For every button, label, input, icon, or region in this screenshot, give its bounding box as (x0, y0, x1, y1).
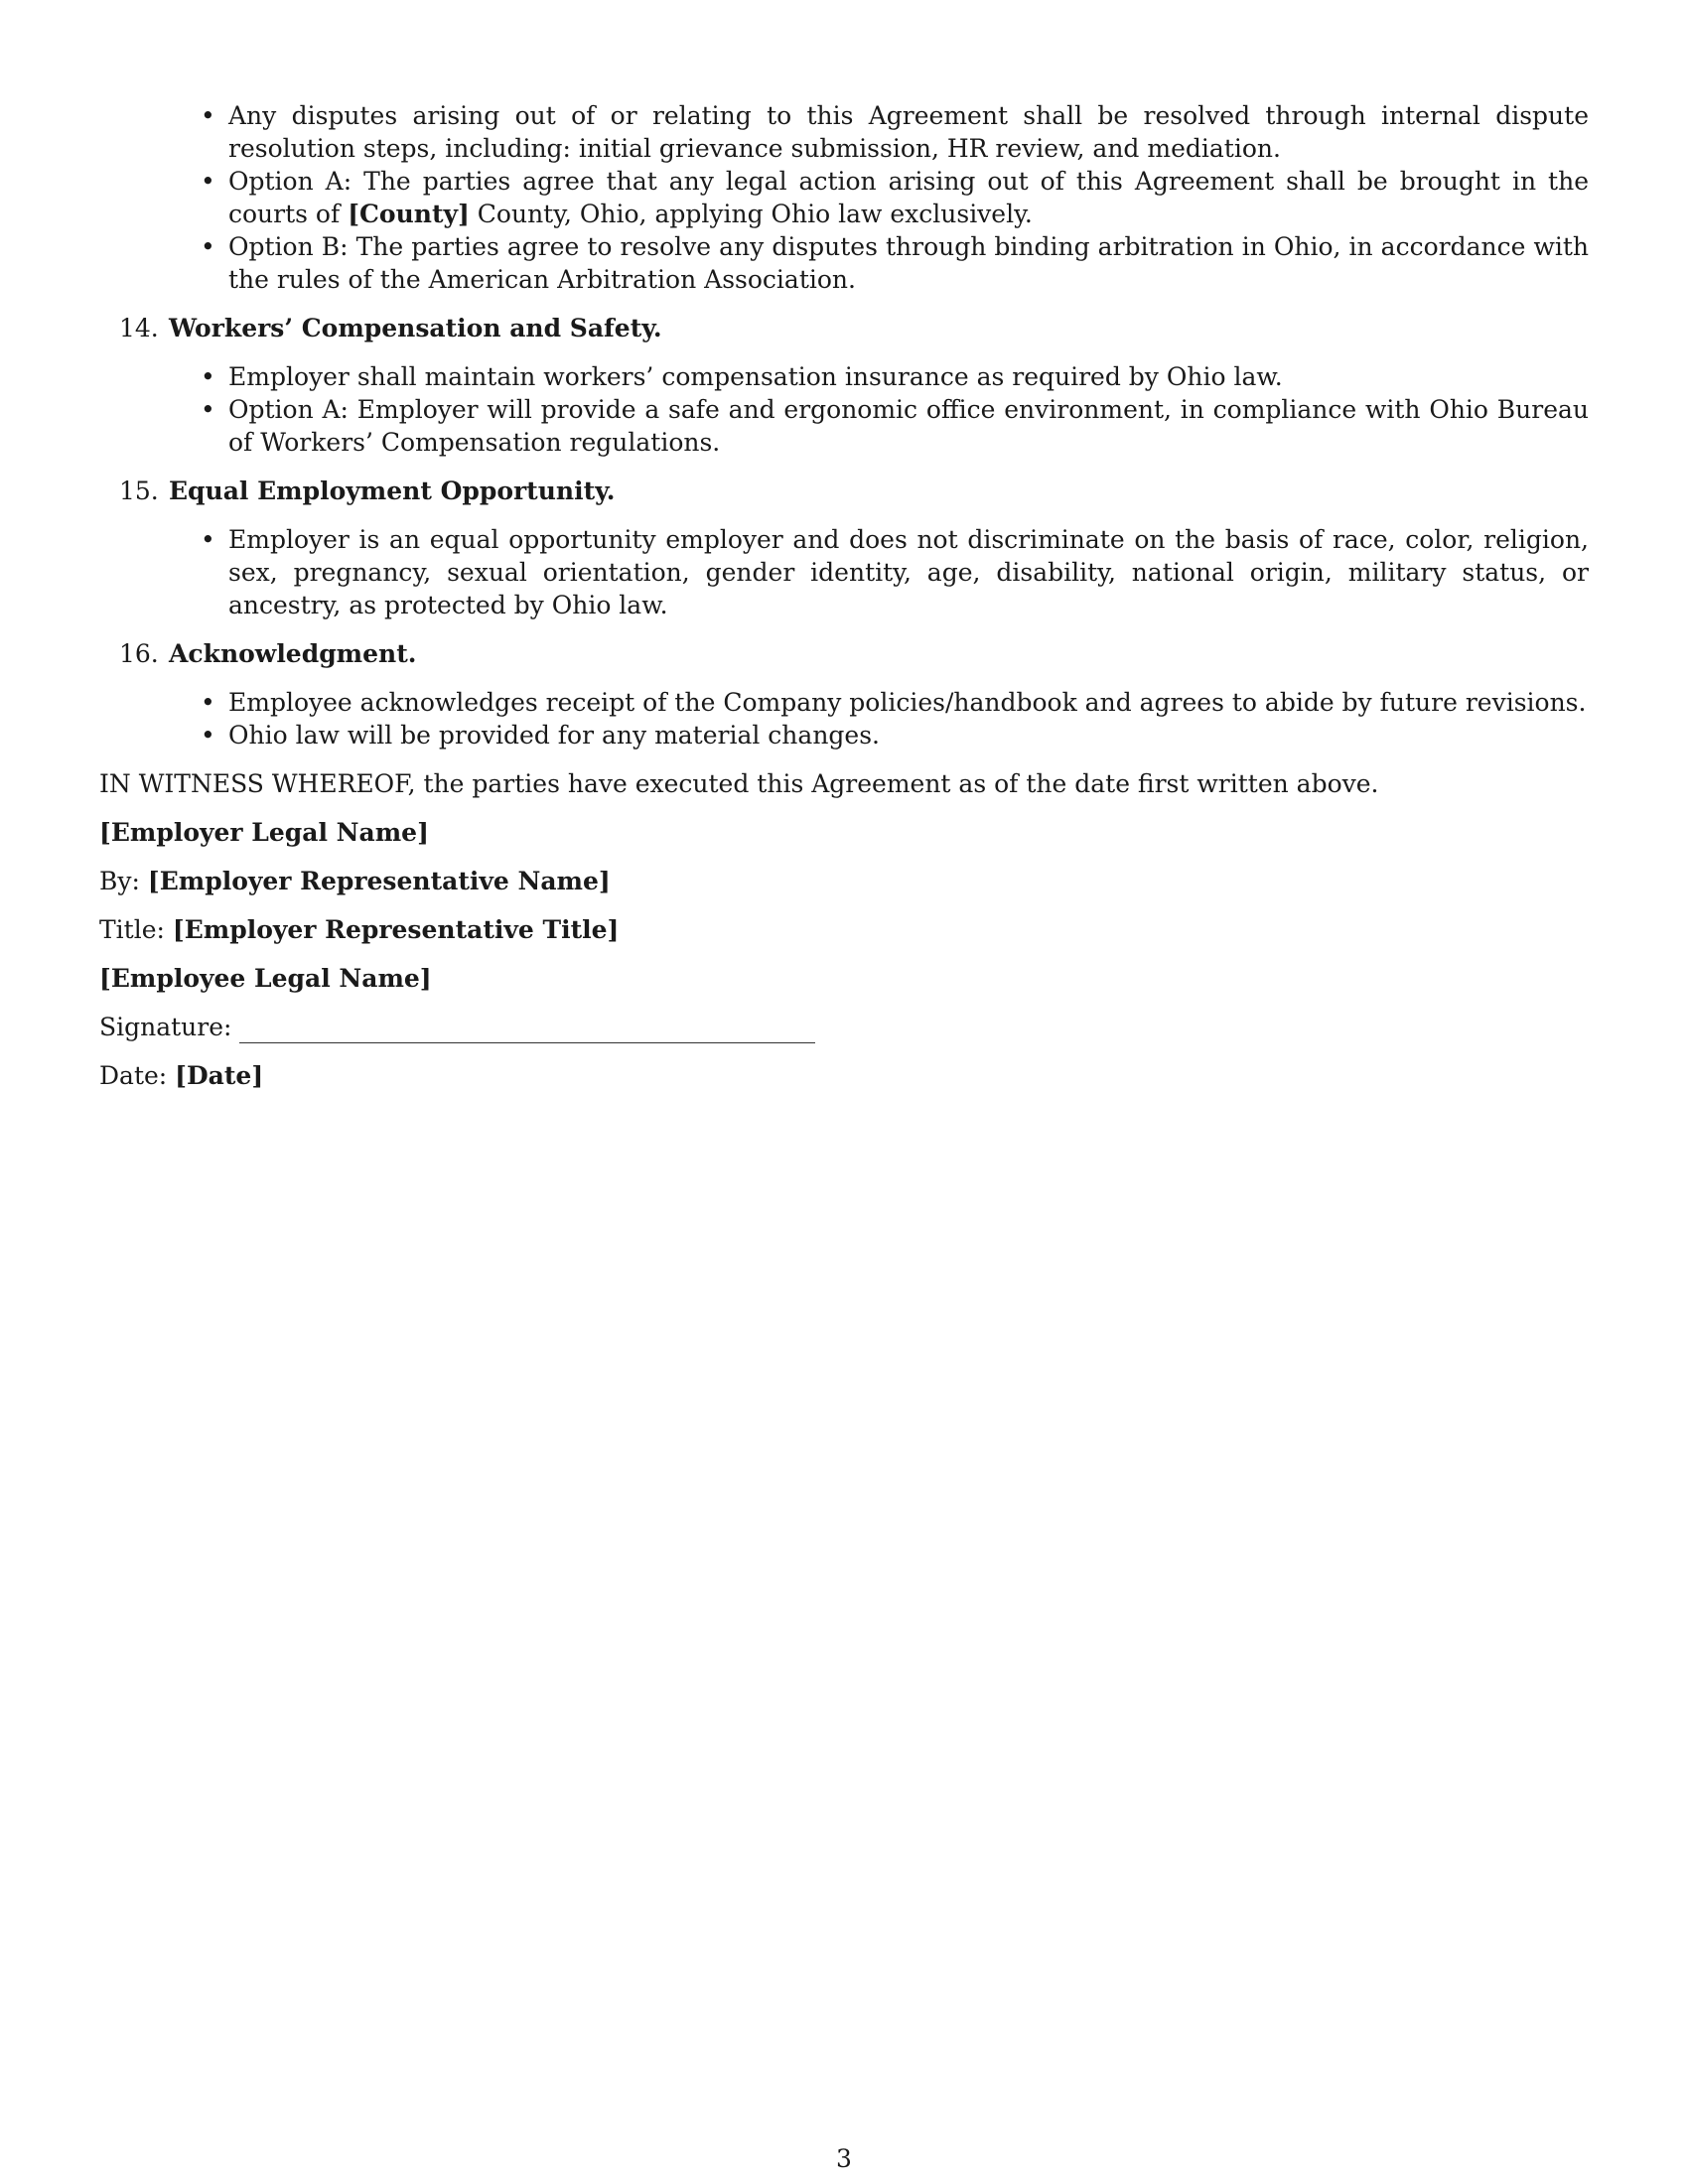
document-page (99, 99, 1589, 1092)
witness-clause: IN WITNESS WHEREOF, the parties have executed this Agreement as of the date first written above. (99, 769, 1379, 798)
date-placeholder: [Date] (175, 1061, 264, 1090)
bullet-icon: • (201, 101, 215, 130)
section-15-bullets (99, 523, 1589, 621)
section-14-heading (99, 312, 1589, 344)
section-16-bullets (99, 686, 1589, 751)
employer-legal-name: [Employer Legal Name] (99, 818, 429, 847)
employer-representative-title: [Employer Representative Title] (172, 915, 620, 944)
section-14-bullets (99, 360, 1589, 459)
title-line (99, 913, 1589, 946)
section-title: Equal Employment Opportunity. (169, 477, 616, 505)
title-label: Title: (99, 915, 165, 944)
bullet-icon: • (201, 362, 215, 391)
section-title: Acknowledgment. (169, 639, 417, 668)
section-13-bullets (99, 99, 1589, 296)
by-label: By: (99, 867, 140, 895)
bullet-icon: • (201, 395, 215, 424)
bullet-item: • Any disputes arising out of or relating to this Agreement shall be resolved through internal dispute resolution steps, including: initial grievance submission, HR review, and mediation. (201, 101, 1589, 163)
section-number: 14. (119, 314, 159, 342)
bullet-icon: • (201, 688, 215, 717)
employer-representative-name: [Employer Representative Name] (147, 867, 611, 895)
bullet-icon: • (201, 232, 215, 261)
date-line (99, 1059, 1589, 1092)
section-number: 16. (119, 639, 159, 668)
page-number: 3 (836, 2144, 852, 2173)
bullet-icon: • (201, 525, 215, 554)
county-placeholder: [County] (348, 200, 470, 228)
by-line (99, 865, 1589, 897)
bullet-item: • Employee acknowledges receipt of the Company policies/handbook and agrees to abide by future revisions. (201, 688, 1587, 717)
bullet-icon: • (201, 167, 215, 196)
bullet-icon: • (201, 721, 215, 750)
signature-line (99, 1011, 1589, 1043)
employee-legal-name: [Employee Legal Name] (99, 964, 432, 993)
bullet-item: • Employer shall maintain workers’ compensation insurance as required by Ohio law. (201, 362, 1283, 391)
date-label: Date: (99, 1061, 168, 1090)
section-16-heading (99, 637, 1589, 670)
bullet-item: • Employer is an equal opportunity employer and does not discriminate on the basis of race, color, religion, sex, pregnancy, sexual orientation, gender identity, age, disability, national origin, military status, or ancestry, as protected by Ohio law. (201, 525, 1589, 619)
section-title: Workers’ Compensation and Safety. (169, 314, 662, 342)
section-15-heading (99, 475, 1589, 507)
signature-blank (239, 1019, 815, 1043)
signature-label: Signature: (99, 1013, 232, 1041)
bullet-item: • Option A: Employer will provide a safe and ergonomic office environment, in compliance with Ohio Bureau of Workers’ Compensation regulations. (201, 395, 1589, 457)
bullet-item: • Option A: The parties agree that any legal action arising out of this Agreement shall be brought in the courts of [County] County, Ohio, applying Ohio law exclusively. (201, 167, 1589, 228)
bullet-item: • Ohio law will be provided for any material changes. (201, 721, 880, 750)
section-number: 15. (119, 477, 159, 505)
bullet-item: • Option B: The parties agree to resolve any disputes through binding arbitration in Ohio, in accordance with the rules of the American Arbitration Association. (201, 232, 1589, 294)
